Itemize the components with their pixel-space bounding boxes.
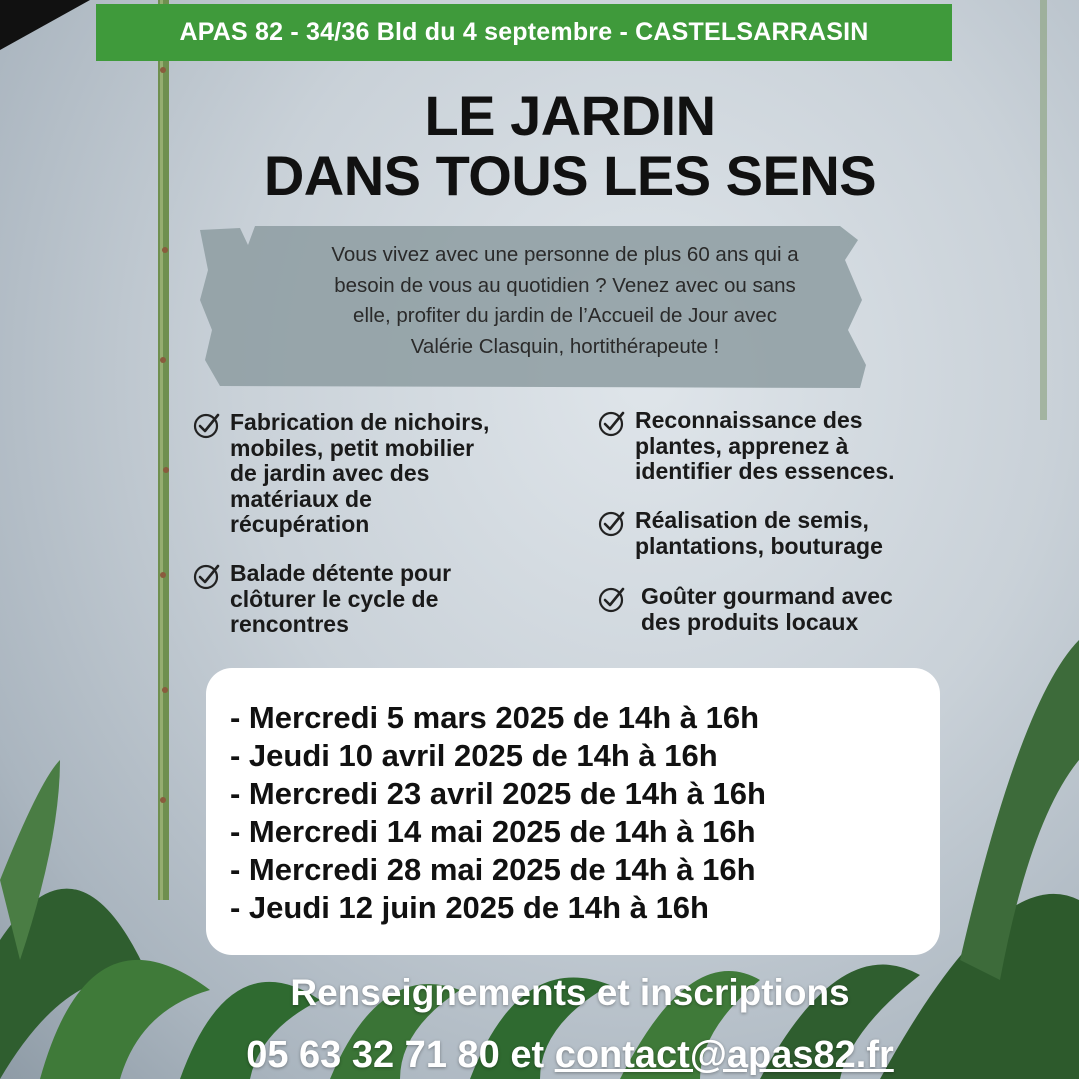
feature-line: Reconnaissance des bbox=[635, 407, 863, 433]
bamboo-node bbox=[160, 797, 166, 803]
check-circle-icon bbox=[192, 410, 222, 440]
bamboo-node bbox=[160, 67, 166, 73]
date-item: - Jeudi 12 juin 2025 de 14h à 16h bbox=[230, 890, 709, 925]
feature-line: plantes, apprenez à bbox=[635, 432, 849, 459]
bamboo-stem-right bbox=[1040, 0, 1047, 420]
date-item: - Jeudi 10 avril 2025 de 14h à 16h bbox=[230, 738, 718, 773]
feature-line: identifier des essences. bbox=[635, 458, 895, 484]
check-circle-icon bbox=[192, 561, 222, 591]
feature-line: Balade détente pour bbox=[230, 560, 452, 586]
feature-line: mobiles, petit mobilier bbox=[230, 434, 475, 461]
title-line-2: DANS TOUS LES SENS bbox=[263, 144, 877, 207]
check-circle-icon bbox=[597, 508, 627, 538]
feature-line: de jardin avec des bbox=[230, 460, 430, 486]
bamboo-stem bbox=[158, 0, 169, 900]
feature-text bbox=[230, 561, 451, 638]
intro-line: elle, profiter du jardin de l’Accueil de Jour avec bbox=[353, 304, 777, 327]
feature-text bbox=[635, 508, 883, 559]
bamboo-node bbox=[163, 467, 169, 473]
feature-text bbox=[230, 410, 489, 538]
feature-line: Goûter gourmand avec bbox=[641, 583, 893, 609]
feature-text bbox=[641, 584, 893, 635]
phone-number[interactable]: 05 63 32 71 80 bbox=[246, 1034, 500, 1076]
date-item: - Mercredi 14 mai 2025 de 14h à 16h bbox=[230, 814, 756, 849]
feature-item bbox=[597, 408, 895, 485]
feature-line: Fabrication de nichoirs, bbox=[230, 409, 490, 435]
feature-text bbox=[635, 408, 895, 485]
info-heading: Renseignements et inscriptions bbox=[290, 972, 850, 1013]
intro-line: Vous vivez avec une personne de plus 60 ans qui a bbox=[331, 243, 799, 266]
feature-item bbox=[192, 410, 489, 538]
bamboo-node bbox=[162, 687, 168, 693]
feature-line: récupération bbox=[230, 511, 370, 537]
email-link[interactable]: contact@apas82.fr bbox=[554, 1034, 894, 1076]
feature-line: Réalisation de semis, bbox=[635, 507, 869, 533]
feature-line: rencontres bbox=[230, 611, 349, 637]
feature-line: plantations, bouturage bbox=[635, 532, 883, 559]
intro-text bbox=[270, 240, 860, 362]
feature-item bbox=[192, 561, 451, 638]
date-item: - Mercredi 28 mai 2025 de 14h à 16h bbox=[230, 852, 756, 887]
feature-line: clôturer le cycle de bbox=[230, 585, 439, 612]
bamboo-stem-light bbox=[160, 0, 163, 900]
corner-shape bbox=[0, 0, 90, 50]
check-circle-icon bbox=[597, 408, 627, 438]
intro-line: Valérie Clasquin, hortithérapeute ! bbox=[410, 334, 720, 358]
feature-item bbox=[597, 584, 893, 635]
contact-line bbox=[120, 1032, 1020, 1078]
bamboo-node bbox=[160, 357, 166, 363]
intro-line: besoin de vous au quotidien ? Venez avec ou sans bbox=[334, 273, 796, 297]
dates-box bbox=[206, 668, 940, 955]
check-circle-icon bbox=[597, 584, 627, 614]
feature-item bbox=[597, 508, 883, 559]
date-item: - Mercredi 23 avril 2025 de 14h à 16h bbox=[230, 776, 766, 811]
bamboo-node bbox=[160, 572, 166, 578]
conjunction: et bbox=[510, 1034, 545, 1076]
title-line-1: LE JARDIN bbox=[424, 84, 716, 147]
date-item: - Mercredi 5 mars 2025 de 14h à 16h bbox=[230, 700, 760, 735]
bamboo-node bbox=[162, 247, 168, 253]
feature-line: des produits locaux bbox=[641, 608, 859, 635]
address-banner: APAS 82 - 34/36 Bld du 4 septembre - CASTELSARRASIN bbox=[96, 4, 952, 61]
feature-line: matériaux de bbox=[230, 485, 372, 512]
